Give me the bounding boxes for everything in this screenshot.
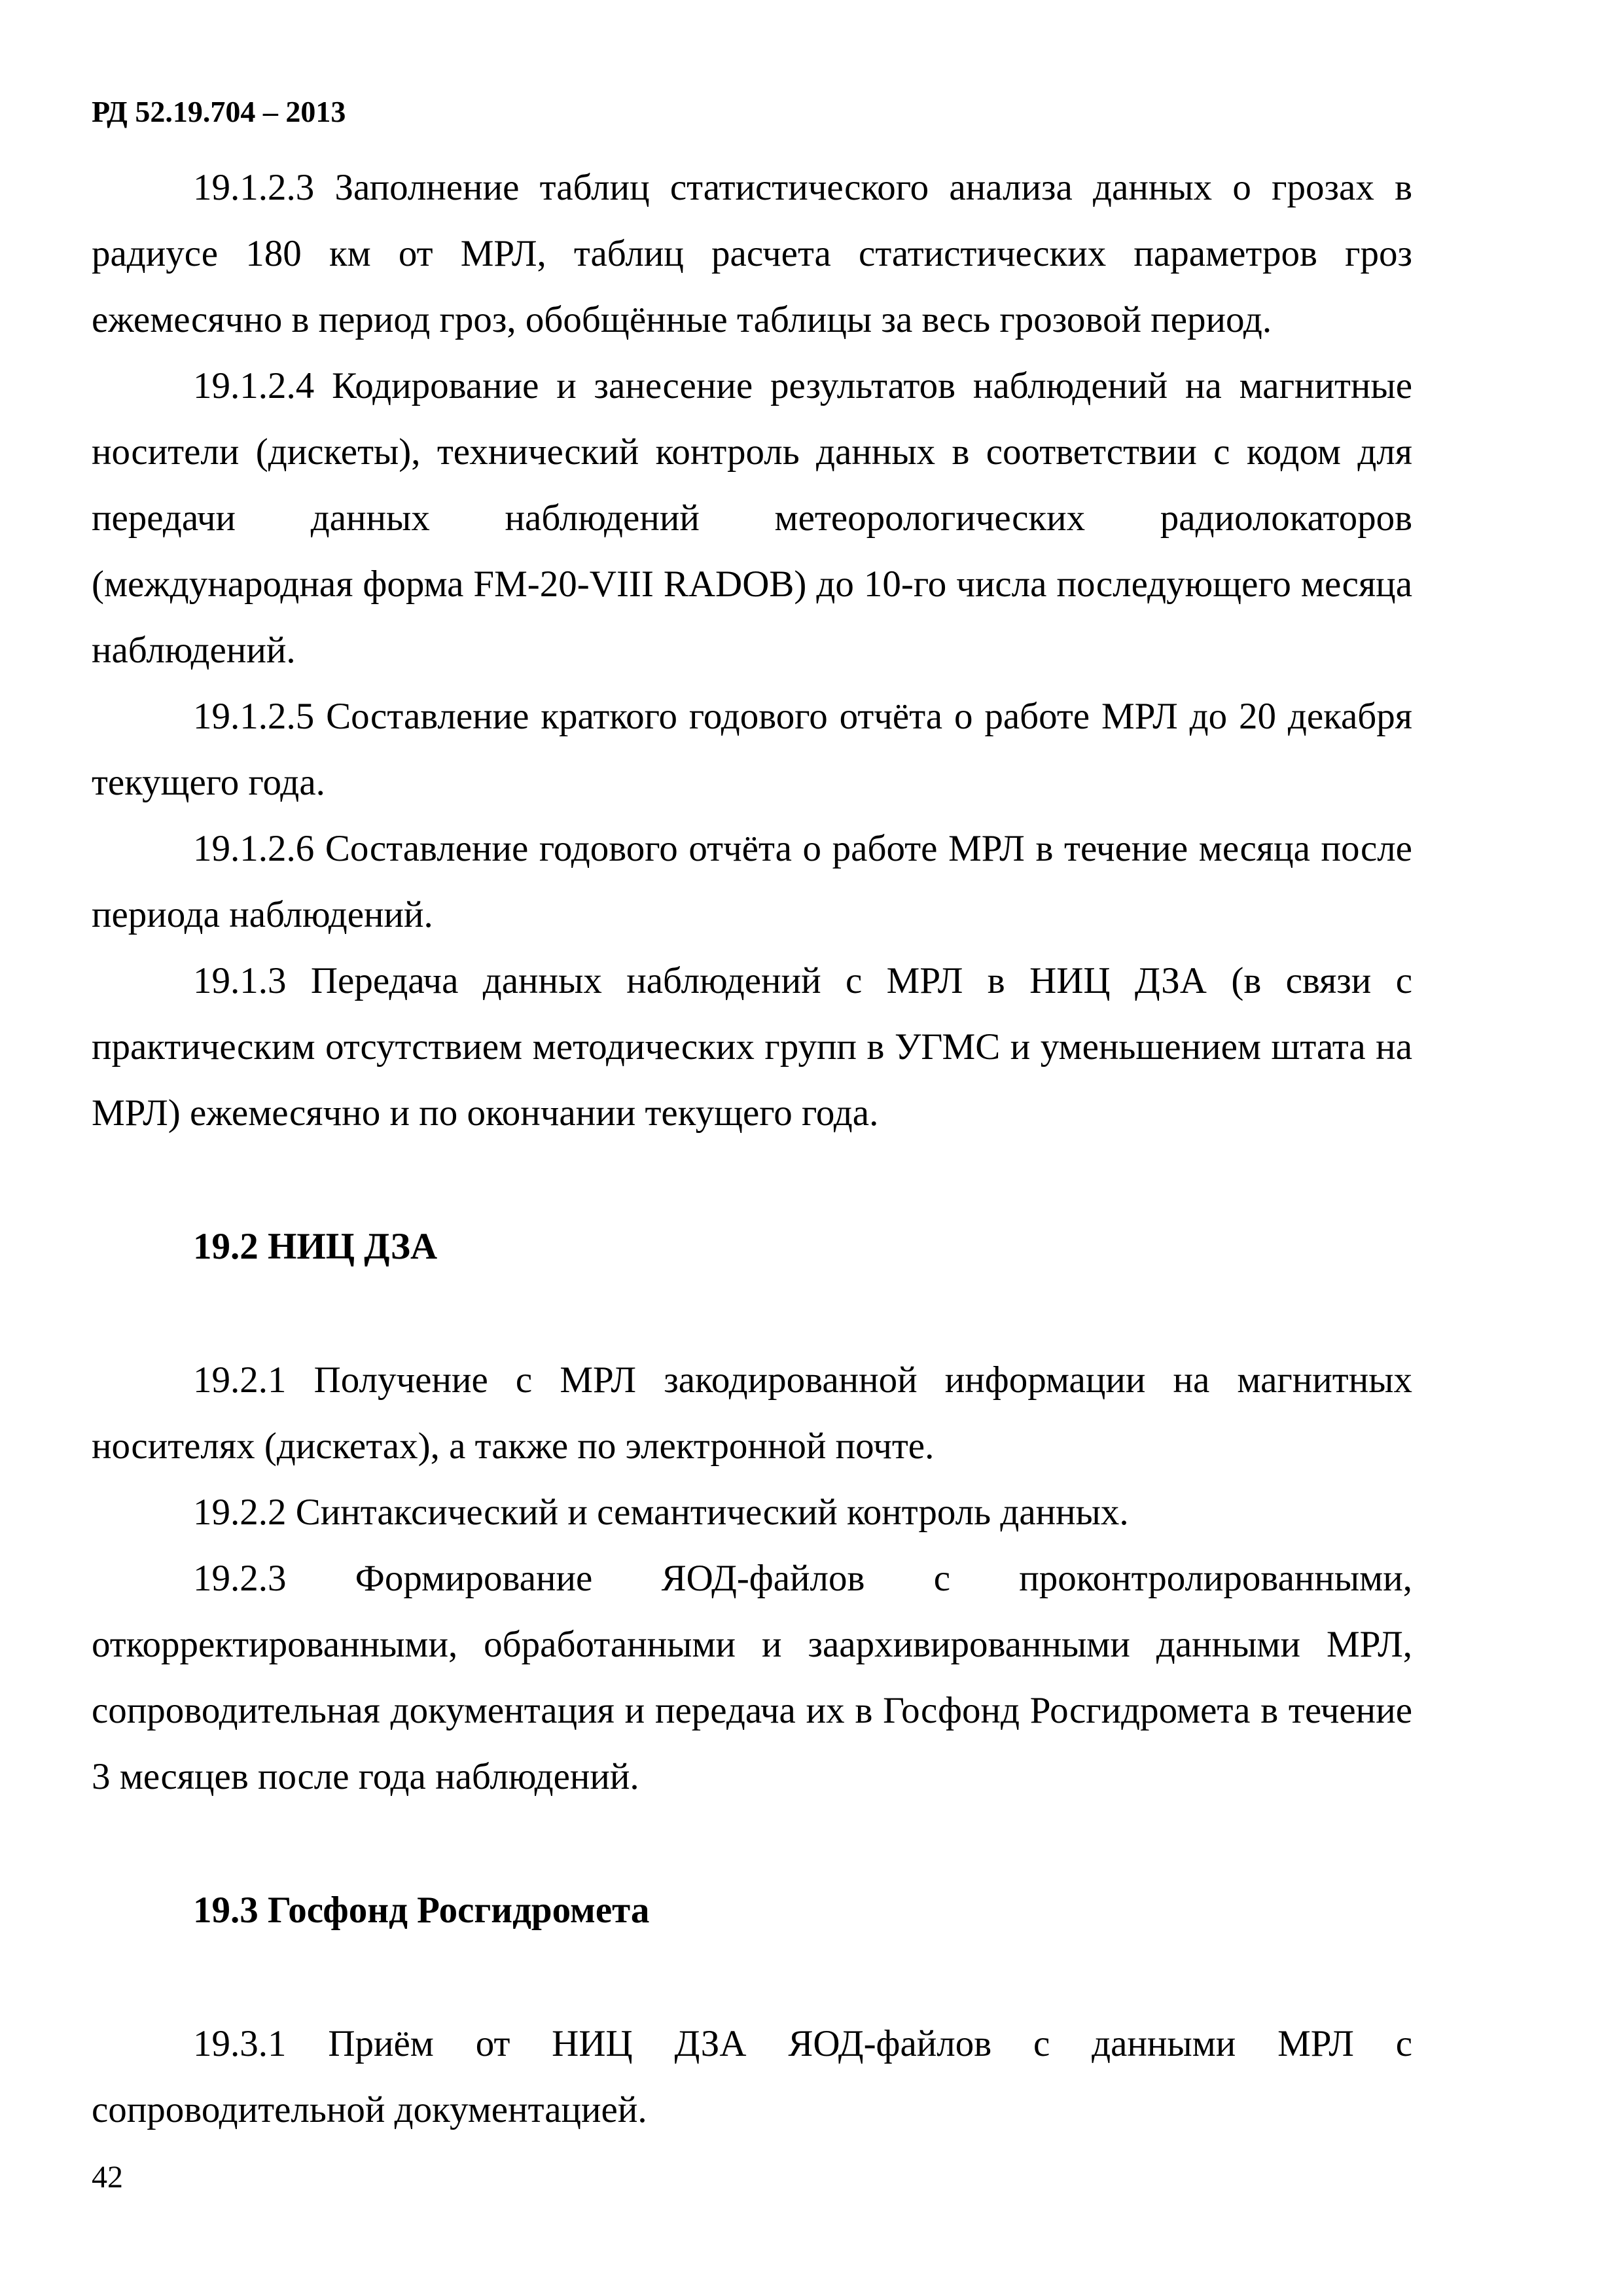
document-body [92,154,1412,2143]
paragraph-19-2-2: 19.2.2 Синтаксический и семантический контроль данных. [193,1492,1129,1533]
section-heading-19-3: 19.3 Госфонд Росгидромета [193,1890,650,1931]
document-code-header: РД 52.19.704 – 2013 [92,95,346,128]
paragraph-19-1-2-6: 19.1.2.6 Составление годового отчёта о работе МРЛ в течение месяца после периода наблюдений. [92,828,1412,935]
paragraph-19-2-3: 19.2.3 Формирование ЯОД-файлов с проконтролированными, откорректированными, обработанными и заархивированными данными МРЛ, сопроводительная документация и передача их в Госфонд Росгидромета в течение 3 месяцев после года наблюдений. [92,1558,1412,1797]
paragraph-19-1-3: 19.1.3 Передача данных наблюдений с МРЛ в НИЦ ДЗА (в связи с практическим отсутствием методических групп в УГМС и уменьшением штата на МРЛ) ежемесячно и по окончании текущего года. [92,960,1412,1134]
paragraph-19-2-1: 19.2.1 Получение с МРЛ закодированной информации на магнитных носителях (дискетах), а также по электронной почте. [92,1359,1412,1467]
paragraph-19-1-2-4: 19.1.2.4 Кодирование и занесение результатов наблюдений на магнитные носители (дискеты), технический контроль данных в соответствии с кодом для передачи данных наблюдений метеорологических радиолокаторов (международная форма FM-20-VIII RADOB) до 10-го числа последующего месяца наблюдений. [92,365,1412,671]
section-heading-19-2: 19.2 НИЦ ДЗА [193,1226,438,1267]
paragraph-19-3-1: 19.3.1 Приём от НИЦ ДЗА ЯОД-файлов с данными МРЛ с сопроводительной документацией. [92,2023,1412,2130]
page-number: 42 [92,2160,123,2195]
paragraph-19-1-2-5: 19.1.2.5 Составление краткого годового отчёта о работе МРЛ до 20 декабря текущего года. [92,696,1412,803]
paragraph-19-1-2-3: 19.1.2.3 Заполнение таблиц статистического анализа данных о грозах в радиусе 180 км от МРЛ, таблиц расчета статистических параметров гроз ежемесячно в период гроз, обобщённые таблицы за весь грозовой период. [92,167,1412,340]
